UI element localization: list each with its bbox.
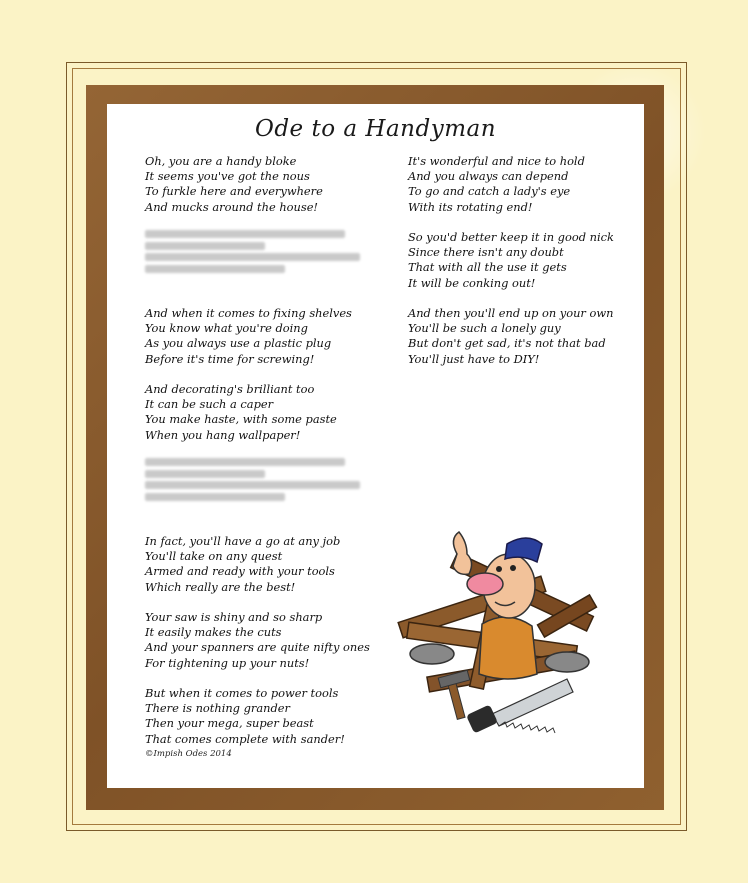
poem-stanza bbox=[145, 306, 375, 367]
poem-line: Which really are the best! bbox=[145, 579, 296, 594]
poem-line: Your saw is shiny and so sharp bbox=[145, 609, 323, 624]
poem-line: It's wonderful and nice to hold bbox=[408, 154, 585, 168]
poem-line: To go and catch a lady's eye bbox=[408, 184, 571, 199]
poem-stanza bbox=[145, 610, 375, 671]
poem-line: And mucks around the house! bbox=[145, 199, 319, 214]
poem-title: Ode to a Handyman bbox=[254, 116, 497, 142]
poem-line: It will be conking out! bbox=[408, 275, 536, 290]
poem-line: As you always use a plastic plug bbox=[145, 336, 332, 351]
poem-line: Since there isn't any doubt bbox=[408, 245, 564, 260]
blurred-stanza bbox=[145, 458, 375, 519]
poem-line: And you always can depend bbox=[408, 169, 569, 184]
poem-line: And when it comes to fixing shelves bbox=[145, 305, 352, 320]
poem-stanza bbox=[408, 230, 638, 291]
poem-line: You'll be such a lonely guy bbox=[408, 321, 561, 336]
poem-stanza bbox=[145, 534, 375, 595]
poem-stanza bbox=[408, 306, 638, 367]
poem-line: Before it's time for screwing! bbox=[145, 351, 315, 366]
poem-line: It easily makes the cuts bbox=[145, 625, 282, 640]
poem-line: You'll take on any quest bbox=[145, 549, 283, 564]
poem-sheet bbox=[107, 104, 644, 788]
poem-line: But when it comes to power tools bbox=[145, 685, 339, 700]
poem-left-column bbox=[145, 154, 375, 762]
poem-line: You'll just have to DIY! bbox=[408, 351, 540, 366]
poem-line: And decorating's brilliant too bbox=[145, 381, 315, 396]
poem-line: To furkle here and everywhere bbox=[145, 184, 323, 199]
poem-line: That comes complete with sander! bbox=[145, 731, 345, 746]
copyright-text: ©Impish Odes 2014 bbox=[145, 749, 232, 759]
poem-line: In fact, you'll have a go at any job bbox=[145, 533, 341, 548]
poem-line: When you hang wallpaper! bbox=[145, 427, 301, 442]
handyman-cartoon-illustration bbox=[387, 514, 607, 739]
poem-line: You make haste, with some paste bbox=[145, 412, 337, 427]
poem-line: With its rotating end! bbox=[408, 199, 533, 214]
poem-line: Armed and ready with your tools bbox=[145, 564, 335, 579]
poem-stanza bbox=[145, 382, 375, 443]
poem-right-column bbox=[408, 154, 638, 382]
poem-line: It can be such a caper bbox=[145, 397, 274, 412]
poem-line: Then your mega, super beast bbox=[145, 716, 314, 731]
poem-line: For tightening up your nuts! bbox=[145, 655, 310, 670]
poem-line: It seems you've got the nous bbox=[145, 169, 310, 184]
poem-line: And then you'll end up on your own bbox=[408, 306, 614, 320]
poem-line: But don't get sad, it's not that bad bbox=[408, 336, 606, 351]
poem-line: So you'd better keep it in good nick bbox=[408, 230, 614, 244]
poem-line: There is nothing grander bbox=[145, 701, 290, 716]
blurred-stanza bbox=[145, 230, 375, 291]
poem-stanza bbox=[145, 686, 375, 747]
poem-line: And your spanners are quite nifty ones bbox=[145, 640, 370, 655]
poem-line: That with all the use it gets bbox=[408, 260, 567, 275]
poem-stanza bbox=[408, 154, 638, 215]
poem-line: You know what you're doing bbox=[145, 321, 308, 336]
poem-line: Oh, you are a handy bloke bbox=[145, 154, 297, 168]
poem-stanza bbox=[145, 154, 375, 215]
